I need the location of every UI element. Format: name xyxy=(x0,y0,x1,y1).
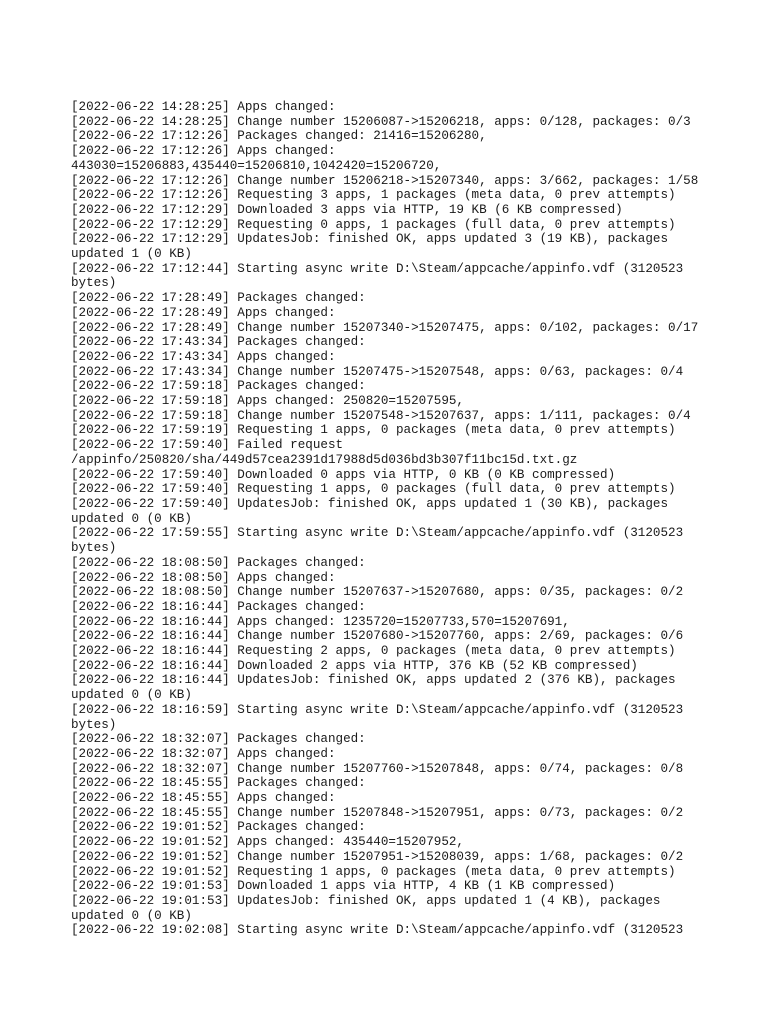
log-line: [2022-06-22 17:59:40] Failed request xyxy=(71,438,344,453)
log-line: [2022-06-22 14:28:25] Change number 15206087->15206218, apps: 0/128, packages: 0/3 xyxy=(71,114,691,129)
log-line: [2022-06-22 18:16:44] Requesting 2 apps, 0 packages (meta data, 0 prev attempts) xyxy=(71,644,676,659)
log-line: [2022-06-22 17:59:55] Starting async write D:\Steam/appcache/appinfo.vdf (3120523 xyxy=(71,526,684,541)
log-line: [2022-06-22 19:01:52] Apps changed: 435440=15207952, xyxy=(71,835,464,850)
log-line: [2022-06-22 17:59:40] Requesting 1 apps, 0 packages (full data, 0 prev attempts) xyxy=(71,482,676,497)
log-line: [2022-06-22 17:59:40] UpdatesJob: finished OK, apps updated 1 (30 KB), packages xyxy=(71,496,669,511)
log-line: [2022-06-22 17:12:26] Apps changed: xyxy=(71,144,336,159)
log-line: [2022-06-22 17:12:29] Requesting 0 apps, 1 packages (full data, 0 prev attempts) xyxy=(71,217,676,232)
log-line: [2022-06-22 17:28:49] Packages changed: xyxy=(71,291,366,306)
log-line: [2022-06-22 14:28:25] Apps changed: xyxy=(71,100,336,114)
log-line: [2022-06-22 17:43:34] Packages changed: xyxy=(71,335,366,350)
log-line: [2022-06-22 19:01:53] UpdatesJob: finished OK, apps updated 1 (4 KB), packages xyxy=(71,893,661,908)
log-line: [2022-06-22 17:12:29] UpdatesJob: finished OK, apps updated 3 (19 KB), packages xyxy=(71,232,669,247)
log-line: [2022-06-22 17:28:49] Apps changed: xyxy=(71,305,336,320)
log-line: updated 1 (0 KB) xyxy=(71,247,192,262)
log-line: [2022-06-22 17:12:26] Change number 15206218->15207340, apps: 3/662, packages: 1/58 xyxy=(71,173,699,188)
log-line: [2022-06-22 17:12:26] Requesting 3 apps, 1 packages (meta data, 0 prev attempts) xyxy=(71,188,676,203)
log-line: [2022-06-22 18:45:55] Change number 15207848->15207951, apps: 0/73, packages: 0/2 xyxy=(71,805,684,820)
log-line: [2022-06-22 17:59:18] Change number 15207548->15207637, apps: 1/111, packages: 0/4 xyxy=(71,408,691,423)
log-line: [2022-06-22 17:59:18] Packages changed: xyxy=(71,379,366,394)
log-line: [2022-06-22 18:16:44] Change number 15207680->15207760, apps: 2/69, packages: 0/6 xyxy=(71,629,684,644)
log-line: /appinfo/250820/sha/449d57cea2391d17988d5d036bd3b307f11bc15d.txt.gz xyxy=(71,452,578,467)
log-line: [2022-06-22 17:28:49] Change number 15207340->15207475, apps: 0/102, packages: 0/17 xyxy=(71,320,699,335)
log-line: [2022-06-22 18:16:44] UpdatesJob: finished OK, apps updated 2 (376 KB), packages xyxy=(71,673,676,688)
log-line: updated 0 (0 KB) xyxy=(71,511,192,526)
log-line: [2022-06-22 18:45:55] Apps changed: xyxy=(71,791,336,806)
log-line: [2022-06-22 17:43:34] Change number 15207475->15207548, apps: 0/63, packages: 0/4 xyxy=(71,364,684,379)
log-line: [2022-06-22 17:12:44] Starting async write D:\Steam/appcache/appinfo.vdf (3120523 xyxy=(71,261,684,276)
log-line: [2022-06-22 17:59:18] Apps changed: 250820=15207595, xyxy=(71,394,464,409)
log-line: [2022-06-22 18:08:50] Packages changed: xyxy=(71,555,366,570)
log-line: [2022-06-22 18:16:44] Apps changed: 1235720=15207733,570=15207691, xyxy=(71,614,570,629)
log-line: [2022-06-22 19:01:52] Packages changed: xyxy=(71,820,366,835)
log-line: [2022-06-22 19:02:08] Starting async write D:\Steam/appcache/appinfo.vdf (3120523 xyxy=(71,923,684,938)
log-line: [2022-06-22 19:01:52] Change number 15207951->15208039, apps: 1/68, packages: 0/2 xyxy=(71,849,684,864)
log-line: [2022-06-22 18:32:07] Apps changed: xyxy=(71,746,336,761)
log-line: [2022-06-22 19:01:52] Requesting 1 apps, 0 packages (meta data, 0 prev attempts) xyxy=(71,864,676,879)
log-line: [2022-06-22 17:43:34] Apps changed: xyxy=(71,349,336,364)
log-line: bytes) xyxy=(71,541,117,556)
log-line: [2022-06-22 18:45:55] Packages changed: xyxy=(71,776,366,791)
log-line: [2022-06-22 17:12:29] Downloaded 3 apps via HTTP, 19 KB (6 KB compressed) xyxy=(71,202,623,217)
log-line: [2022-06-22 18:16:44] Downloaded 2 apps via HTTP, 376 KB (52 KB compressed) xyxy=(71,658,638,673)
log-line: updated 0 (0 KB) xyxy=(71,688,192,703)
log-document xyxy=(71,100,731,938)
log-line: [2022-06-22 17:12:26] Packages changed: 21416=15206280, xyxy=(71,129,487,144)
log-line: [2022-06-22 19:01:53] Downloaded 1 apps via HTTP, 4 KB (1 KB compressed) xyxy=(71,879,616,894)
log-line: bytes) xyxy=(71,276,117,291)
log-line: [2022-06-22 18:32:07] Packages changed: xyxy=(71,732,366,747)
log-line: updated 0 (0 KB) xyxy=(71,908,192,923)
log-line: [2022-06-22 17:59:40] Downloaded 0 apps via HTTP, 0 KB (0 KB compressed) xyxy=(71,467,616,482)
log-line: [2022-06-22 18:32:07] Change number 15207760->15207848, apps: 0/74, packages: 0/8 xyxy=(71,761,684,776)
log-line: bytes) xyxy=(71,717,117,732)
log-line: [2022-06-22 17:59:19] Requesting 1 apps, 0 packages (meta data, 0 prev attempts) xyxy=(71,423,676,438)
log-line: [2022-06-22 18:08:50] Change number 15207637->15207680, apps: 0/35, packages: 0/2 xyxy=(71,585,684,600)
log-line: [2022-06-22 18:16:44] Packages changed: xyxy=(71,599,366,614)
log-line: [2022-06-22 18:16:59] Starting async write D:\Steam/appcache/appinfo.vdf (3120523 xyxy=(71,702,684,717)
log-line: [2022-06-22 18:08:50] Apps changed: xyxy=(71,570,336,585)
log-line: 443030=15206883,435440=15206810,1042420=15206720, xyxy=(71,158,442,173)
